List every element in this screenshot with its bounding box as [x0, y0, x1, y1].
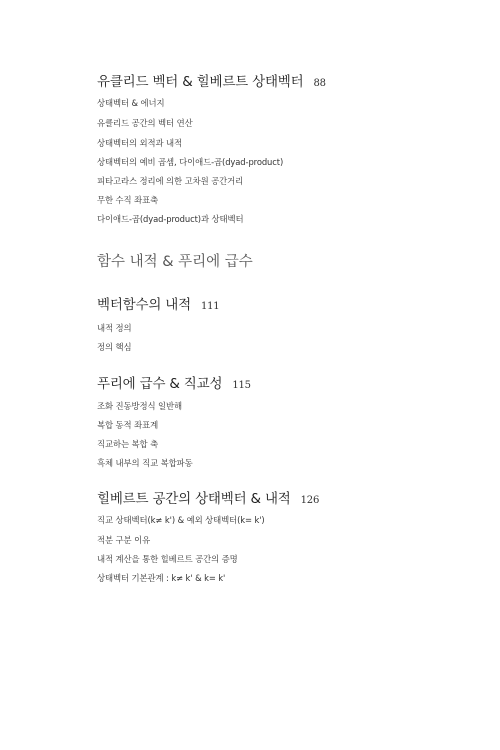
toc-item: 조화 진동방정식 일반해 — [97, 401, 183, 411]
toc-item: 직교 상태벡터(k≠ k') & 예외 상태벡터(k= k') — [97, 515, 265, 525]
toc-item: 유클리드 공간의 벡터 연산 — [97, 118, 193, 128]
page-number: 111 — [200, 301, 220, 312]
page-number: 115 — [232, 380, 251, 391]
section-title-3 — [97, 372, 251, 392]
toc-item: 다이애드-곱(dyad-product)과 상태벡터 — [97, 214, 244, 224]
toc-item: 상태벡터의 예비 곱셈, 다이애드-곱(dyad-product) — [97, 157, 284, 167]
toc-item: 직교하는 복합 축 — [97, 439, 159, 449]
toc-item: 적분 구분 이유 — [97, 535, 151, 545]
section-title-text: 힐베르트 공간의 상태벡터 & 내적 — [97, 491, 291, 507]
page-number: 88 — [313, 78, 326, 89]
chapter-title: 함수 내적 & 푸리에 급수 — [97, 254, 253, 270]
toc-item: 정의 핵심 — [97, 342, 132, 352]
section-title-2 — [97, 293, 219, 313]
toc-item: 피타고라스 정리에 의한 고차원 공간거리 — [97, 176, 244, 186]
toc-item: 복합 동적 좌표계 — [97, 420, 159, 430]
section-title-text: 벡터함수의 내적 — [97, 297, 191, 313]
section-title-text: 푸리에 급수 & 직교성 — [97, 376, 223, 392]
toc-item: 내적 정의 — [97, 323, 132, 333]
section-title-4 — [97, 487, 319, 507]
page-number: 126 — [300, 495, 320, 506]
toc-item: 내적 계산을 통한 힐베르트 공간의 증명 — [97, 554, 238, 564]
section-title-text: 유클리드 벡터 & 힐베르트 상태벡터 — [97, 74, 304, 90]
toc-item: 무한 수직 좌표축 — [97, 195, 159, 205]
toc-item: 상태벡터 & 에너지 — [97, 98, 165, 108]
toc-item: 상태벡터 기본관계 : k≠ k' & k= k' — [97, 573, 226, 583]
toc-item: 상태벡터의 외적과 내적 — [97, 138, 183, 148]
section-title-1 — [97, 70, 326, 90]
toc-item: 흑체 내부의 직교 복합파동 — [97, 458, 193, 468]
